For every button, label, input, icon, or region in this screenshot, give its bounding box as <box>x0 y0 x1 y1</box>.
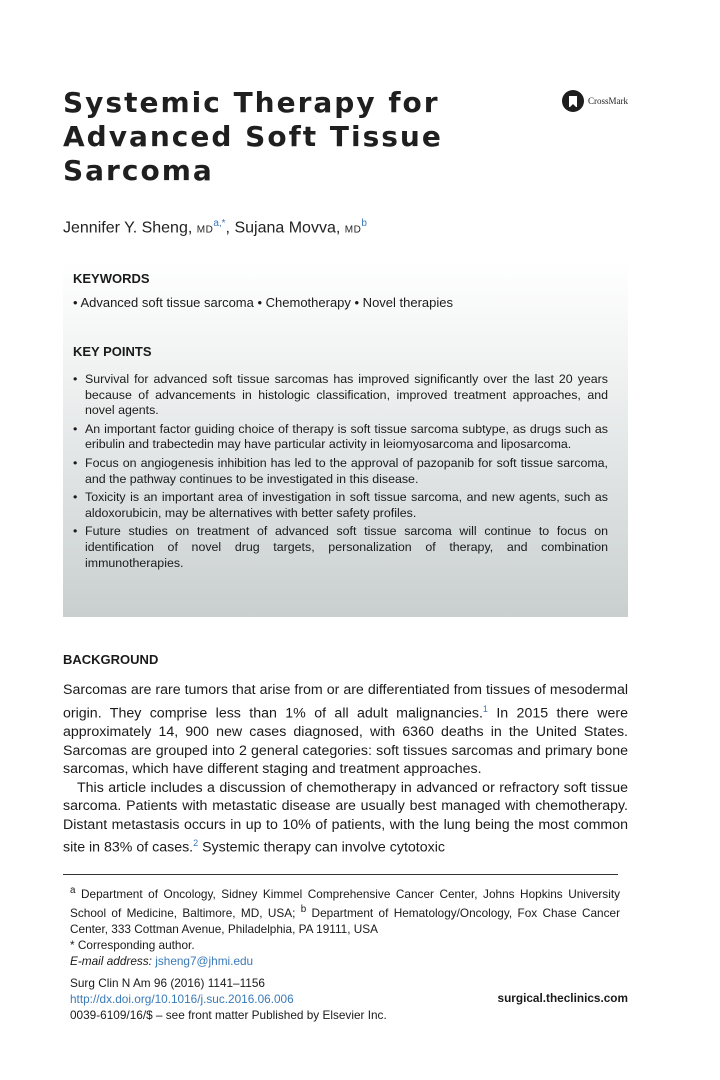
reference-link[interactable]: 2 <box>193 838 199 849</box>
title-line-2: Advanced Soft Tissue <box>63 120 443 153</box>
keywords-list: • Advanced soft tissue sarcoma • Chemotherapy • Novel therapies <box>73 295 454 310</box>
journal-site[interactable]: surgical.theclinics.com <box>497 991 628 1005</box>
article-title <box>63 86 483 188</box>
email-link[interactable]: jsheng7@jhmi.edu <box>155 953 254 968</box>
background-paragraph-2: This article includes a discussion of chemotherapy in advanced or refractory soft tissue sarcoma. Patients with metastatic disease are usually best managed with chemotherapy. Distant metastasis occurs in up to 10% of patients, with the lung being the most common site in 83% of cases.$^2$ Systemic therapy can involve cytotoxic <box>63 779 628 857</box>
key-point-item: • An important factor guiding choice of therapy is soft tissue sarcoma subtype, as drugs such as eribulin and trabectedin may have particular activity in leiomyosarcoma and liposarcoma. <box>73 422 608 453</box>
reference-link[interactable]: 1 <box>482 703 488 714</box>
key-point-item: • Focus on angiogenesis inhibition has led to the approval of pazopanib for soft tissue sarcoma, and the pathway continues to be investigated in this disease. <box>73 456 608 487</box>
footnotes <box>70 883 620 969</box>
key-point-item: • Toxicity is an important area of investigation in soft tissue sarcoma, and new agents, such as aldoxorubicin, may be alternatives with better safety profiles. <box>73 490 608 521</box>
background-heading: BACKGROUND <box>63 652 159 667</box>
author-2-name: Sujana Movva, <box>234 219 341 237</box>
author-list <box>63 218 367 237</box>
author-1-affiliation[interactable]: a,* <box>213 218 226 229</box>
doi-link[interactable]: http://dx.doi.org/10.1016/j.suc.2016.06.006 <box>70 992 294 1006</box>
issn-line: 0039-6109/16/$ – see front matter Published by Elsevier Inc. <box>70 1008 387 1022</box>
author-2-affiliation[interactable]: b <box>361 218 367 229</box>
author-1-name: Jennifer Y. Sheng, <box>63 219 193 237</box>
affiliations: $^a$ Department of Oncology, Sidney Kimmel Comprehensive Cancer Center, Johns Hopkins University School of Medicine, Baltimore, MD, USA; $^b$ Department of Hematology/Oncology, Fox Chase Cancer Center, 333 Cottman Avenue, Philadelphia, PA 19111, USA <box>70 885 620 936</box>
author-separator: , <box>225 219 230 237</box>
key-points-heading: KEY POINTS <box>73 344 152 359</box>
key-point-item: • Survival for advanced soft tissue sarcomas has improved significantly over the last 20 years because of advancements in histologic classification, improved treatment approaches, and novel agents. <box>73 372 608 419</box>
title-line-3: Sarcoma <box>63 154 214 187</box>
crossmark-badge[interactable] <box>562 90 628 112</box>
journal-info <box>70 975 387 1023</box>
footnote-divider <box>63 874 618 875</box>
background-paragraph-1: Sarcomas are rare tumors that arise from or are differentiated from tissues of mesodermal origin. They comprise less than 1% of all adult malignancies.$^1$ In 2015 there were approximately 14, 900 new cases diagnosed, with 6360 deaths in the United States. Sarcomas are grouped into 2 general categories: soft tissues sarcomas and primary bone sarcomas, which have different staging and treatment approaches. <box>63 682 628 778</box>
key-point-item: • Future studies on treatment of advanced soft tissue sarcoma will continue to focus on identification of novel drug targets, personalization of therapy, and combination immunotherapies. <box>73 524 608 571</box>
email-line: E-mail address: jsheng7@jhmi.edu <box>70 953 254 968</box>
background-body <box>63 681 628 858</box>
summary-box <box>63 261 628 617</box>
title-line-1: Systemic Therapy for <box>63 86 440 119</box>
crossmark-label: CrossMark <box>588 96 628 106</box>
author-1-degree: MD <box>196 224 214 236</box>
key-points-list <box>73 372 608 574</box>
journal-citation: Surg Clin N Am 96 (2016) 1141–1156 <box>70 976 265 990</box>
author-2-degree: MD <box>344 224 362 236</box>
keywords-heading: KEYWORDS <box>73 271 150 286</box>
corresponding-author: * Corresponding author. <box>70 937 195 952</box>
crossmark-icon <box>562 90 584 112</box>
